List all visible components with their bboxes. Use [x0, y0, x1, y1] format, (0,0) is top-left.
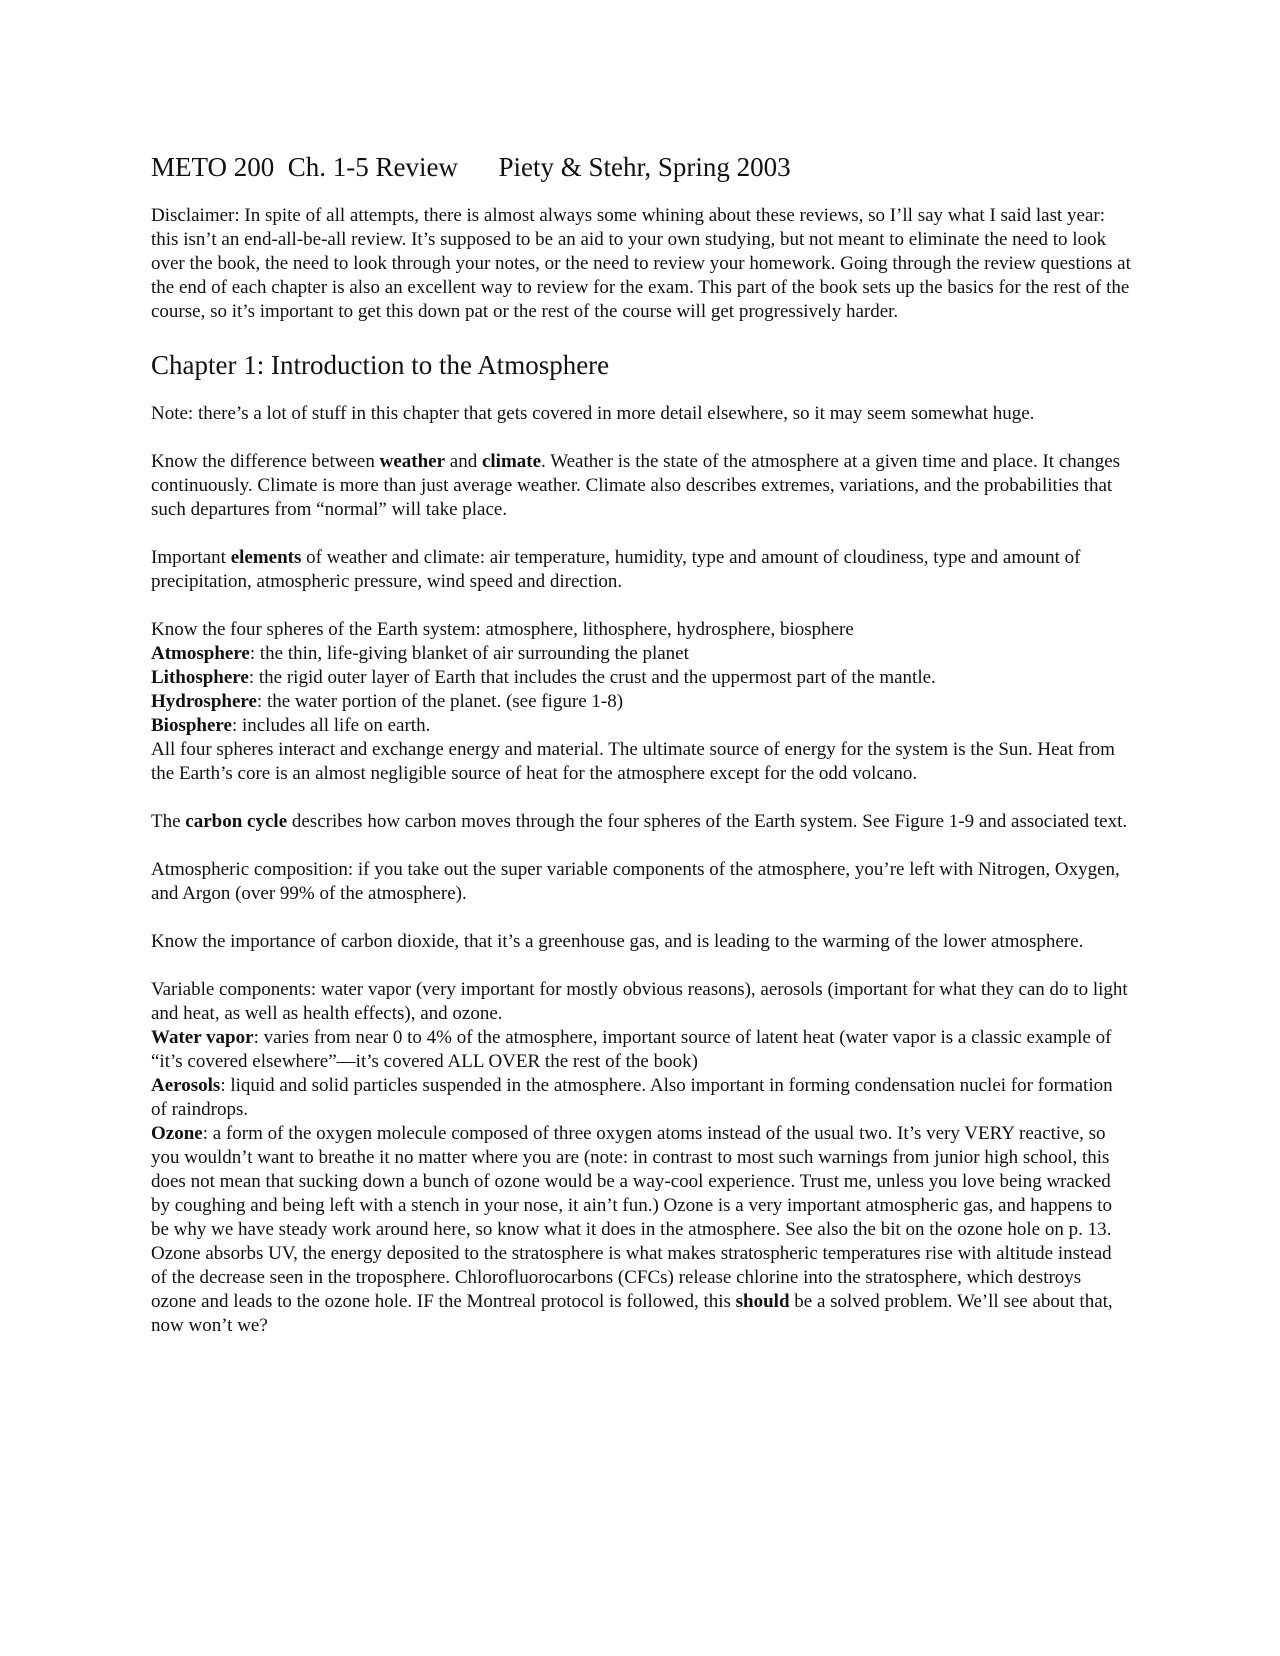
weather-climate-paragraph	[151, 450, 1131, 522]
chapter-note-paragraph: Note: there’s a lot of stuff in this chapter that gets covered in more detail elsewhere, so it may seem somewhat huge.	[151, 403, 1035, 424]
wc-text-post: . Weather is the state of the atmosphere at a given time and place. It changes continuously. Climate is more than just average weather. Climate also describes extremes, variations, and the probabilities that such departures from “normal” will take place.	[151, 451, 1121, 520]
water-vapor-def-text: : varies from near 0 to 4% of the atmosphere, important source of latent heat (water vapor is a classic example of “it’s covered elsewhere”—it’s covered ALL OVER the rest of the book)	[151, 1027, 1112, 1072]
term-biosphere: Biosphere	[151, 715, 232, 736]
biosphere-definition	[151, 714, 1131, 738]
term-climate: climate	[481, 451, 542, 472]
ozone-definition	[151, 1122, 1131, 1338]
atmosphere-def-text: : the thin, life-giving blanket of air surrounding the planet	[249, 643, 689, 664]
carbon-text-pre: The	[151, 811, 186, 832]
disclaimer-paragraph: Disclaimer: In spite of all attempts, there is almost always some whining about these reviews, so I’ll say what I said last year: this isn’t an end-all-be-all review. It’s supposed to be an aid to your own studying, but not meant to eliminate the need to look over the book, the need to look through your notes, or the need to review your homework. Going through the review questions at the end of each chapter is also an excellent way to review for the exam. This part of the book sets up the basics for the rest of the course, so it’s important to get this down pat or the rest of the course will get progressively harder.	[151, 205, 1131, 322]
lithosphere-def-text: : the rigid outer layer of Earth that includes the crust and the uppermost part of the mantle.	[248, 667, 936, 688]
composition-paragraph: Atmospheric composition: if you take out the super variable components of the atmosphere, you’re left with Nitrogen, Oxygen, and Argon (over 99% of the atmosphere).	[151, 859, 1120, 904]
elements-text-post: of weather and climate: air temperature, humidity, type and amount of cloudiness, type and amount of precipitation, atmospheric pressure, wind speed and direction.	[151, 547, 1081, 592]
term-carbon-cycle: carbon cycle	[185, 811, 288, 832]
chapter-1-title: Chapter 1: Introduction to the Atmosphere	[151, 350, 610, 380]
ozone-def-end: be a solved problem. We’ll see about that, now won’t we?	[151, 1291, 1113, 1336]
aerosols-definition	[151, 1074, 1131, 1122]
term-water-vapor: Water vapor	[151, 1027, 254, 1048]
variable-intro: Variable components: water vapor (very important for mostly obvious reasons), aerosols (important for what they can do to light and heat, as well as health effects), and ozone.	[151, 979, 1128, 1024]
document-title: METO 200 Ch. 1-5 Review Piety & Stehr, Spring 2003	[151, 152, 791, 182]
spheres-block	[151, 618, 1131, 786]
term-weather: weather	[379, 451, 446, 472]
carbon-cycle-paragraph	[151, 810, 1131, 834]
document-content	[151, 150, 1131, 1362]
ozone-def-text: : a form of the oxygen molecule composed of three oxygen atoms instead of the usual two. It’s very VERY reactive, so you wouldn’t want to breathe it no matter where you are (note: in contrast to most such warnings from junior high school, this does not mean that sucking down a bunch of ozone would be a way-cool experience. Trust me, unless you love being wracked by coughing and being left with a stench in your nose, it ain’t fun.) Ozone is a very important atmospheric gas, and happens to be why we have steady work around here, so know what it does in the atmosphere. See also the bit on the ozone hole on p. 13. Ozone absorbs UV, the energy deposited to the stratosphere is what makes stratospheric temperatures rise with altitude instead of the decrease seen in the troposphere. Chlorofluorocarbons (CFCs) release chlorine into the stratosphere, which destroys ozone and leads to the ozone hole. IF the Montreal protocol is followed, this	[151, 1123, 1113, 1312]
term-elements: elements	[230, 547, 302, 568]
hydrosphere-def-text: : the water portion of the planet. (see figure 1-8)	[256, 691, 624, 712]
term-atmosphere: Atmosphere	[151, 643, 250, 664]
aerosols-def-text: : liquid and solid particles suspended in the atmosphere. Also important in forming condensation nuclei for formation of raindrops.	[151, 1075, 1113, 1120]
water-vapor-definition	[151, 1026, 1131, 1074]
lithosphere-definition	[151, 666, 1131, 690]
ozone-emphasis: should	[735, 1291, 790, 1312]
spheres-closing: All four spheres interact and exchange energy and material. The ultimate source of energy for the system is the Sun. Heat from the Earth’s core is an almost negligible source of heat for the atmosphere except for the odd volcano.	[151, 739, 1115, 784]
wc-text-mid: and	[445, 451, 482, 472]
term-aerosols: Aerosols	[151, 1075, 221, 1096]
term-hydrosphere: Hydrosphere	[151, 691, 257, 712]
carbon-text-post: describes how carbon moves through the four spheres of the Earth system. See Figure 1-9 and associated text.	[287, 811, 1128, 832]
atmosphere-definition	[151, 642, 1131, 666]
variable-components-block	[151, 978, 1131, 1338]
term-lithosphere: Lithosphere	[151, 667, 249, 688]
term-ozone: Ozone	[151, 1123, 203, 1144]
wc-text-pre: Know the difference between	[151, 451, 380, 472]
elements-paragraph	[151, 546, 1131, 594]
spheres-intro: Know the four spheres of the Earth system: atmosphere, lithosphere, hydrosphere, biosphere	[151, 619, 854, 640]
hydrosphere-definition	[151, 690, 1131, 714]
elements-text-pre: Important	[151, 547, 231, 568]
co2-paragraph: Know the importance of carbon dioxide, that it’s a greenhouse gas, and is leading to the warming of the lower atmosphere.	[151, 931, 1084, 952]
biosphere-def-text: : includes all life on earth.	[231, 715, 431, 736]
